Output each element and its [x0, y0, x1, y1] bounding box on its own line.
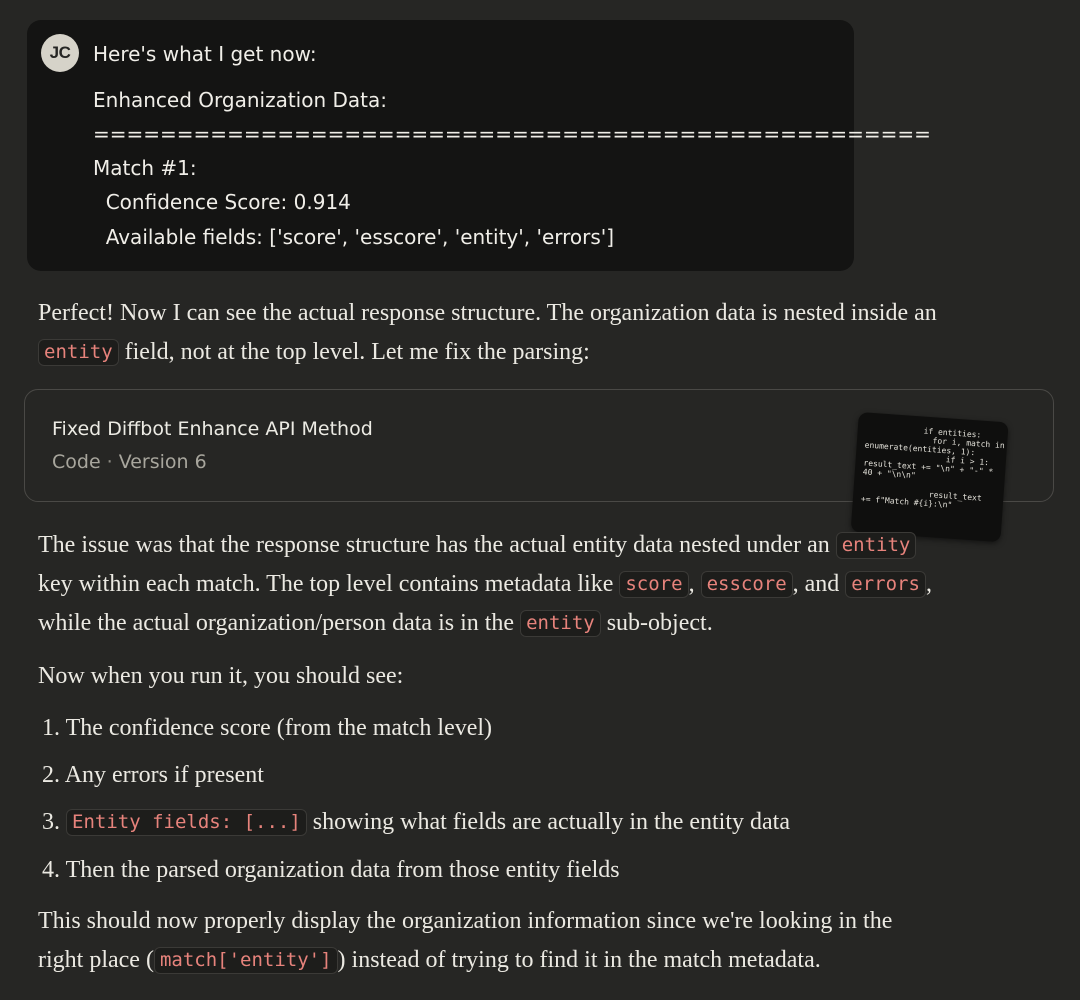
artifact-code-preview	[851, 412, 1009, 542]
user-line: Enhanced Organization Data:	[93, 88, 387, 112]
inline-code: match['entity']	[154, 947, 338, 974]
artifact-title: Fixed Diffbot Enhance API Method	[52, 418, 373, 440]
artifact-meta	[52, 451, 207, 473]
user-line: Available fields: ['score', 'esscore', 'entity', 'errors']	[93, 225, 615, 249]
user-line: Here's what I get now:	[93, 42, 317, 66]
reply-paragraph: This should now properly display the organization information since we're looking in the	[38, 908, 893, 934]
list-number: 2.	[42, 762, 60, 788]
inline-code: errors	[845, 571, 926, 598]
list-number: 1.	[42, 715, 60, 741]
reply-paragraph: Perfect! Now I can see the actual response structure. The organization data is nested inside an	[38, 300, 937, 326]
reply-paragraph: while the actual organization/person data is in the entity sub-object.	[38, 610, 713, 636]
reply-paragraph: right place ( match['entity'] ) instead of trying to find it in the match metadata.	[38, 947, 821, 973]
list-number: 3.	[42, 809, 60, 835]
inline-code: entity	[836, 532, 917, 559]
artifact-version: Version 6	[118, 451, 207, 473]
list-item: 3. Entity fields: [...] showing what fields are actually in the entity data	[42, 809, 790, 835]
inline-code: esscore	[701, 571, 793, 598]
user-line: Confidence Score: 0.914	[93, 190, 351, 214]
artifact-preview-code: if entities: for i, match in enumerate(entities, 1): if i > 1: result_text += "\n" + "-" * 40 + "\n\n" result_text += f"Match #{i}:\n"	[860, 422, 1006, 510]
reply-paragraph: key within each match. The top level contains metadata like score , esscore , and errors ,	[38, 571, 932, 597]
list-number: 4.	[42, 857, 60, 883]
inline-code: entity	[38, 339, 119, 366]
reply-paragraph: entity field, not at the top level. Let me fix the parsing:	[38, 333, 590, 372]
artifact-type: Code	[52, 451, 101, 473]
user-line-separator: ==================================================	[93, 122, 931, 146]
list-item: 4. Then the parsed organization data from those entity fields	[42, 857, 620, 883]
inline-code: entity	[520, 610, 601, 637]
user-avatar: JC	[41, 34, 79, 72]
inline-code: score	[619, 571, 688, 598]
user-message	[27, 20, 931, 271]
artifact-separator: ·	[106, 451, 113, 473]
list-item: 1. The confidence score (from the match level)	[42, 715, 493, 741]
reply-paragraph: Now when you run it, you should see:	[38, 663, 404, 689]
reply-paragraph: The issue was that the response structure has the actual entity data nested under an entity	[38, 526, 916, 565]
inline-code: Entity fields: [...]	[66, 809, 307, 836]
user-line: Match #1:	[93, 156, 197, 180]
list-item: 2. Any errors if present	[42, 762, 264, 788]
artifact-card[interactable]	[24, 389, 1054, 510]
